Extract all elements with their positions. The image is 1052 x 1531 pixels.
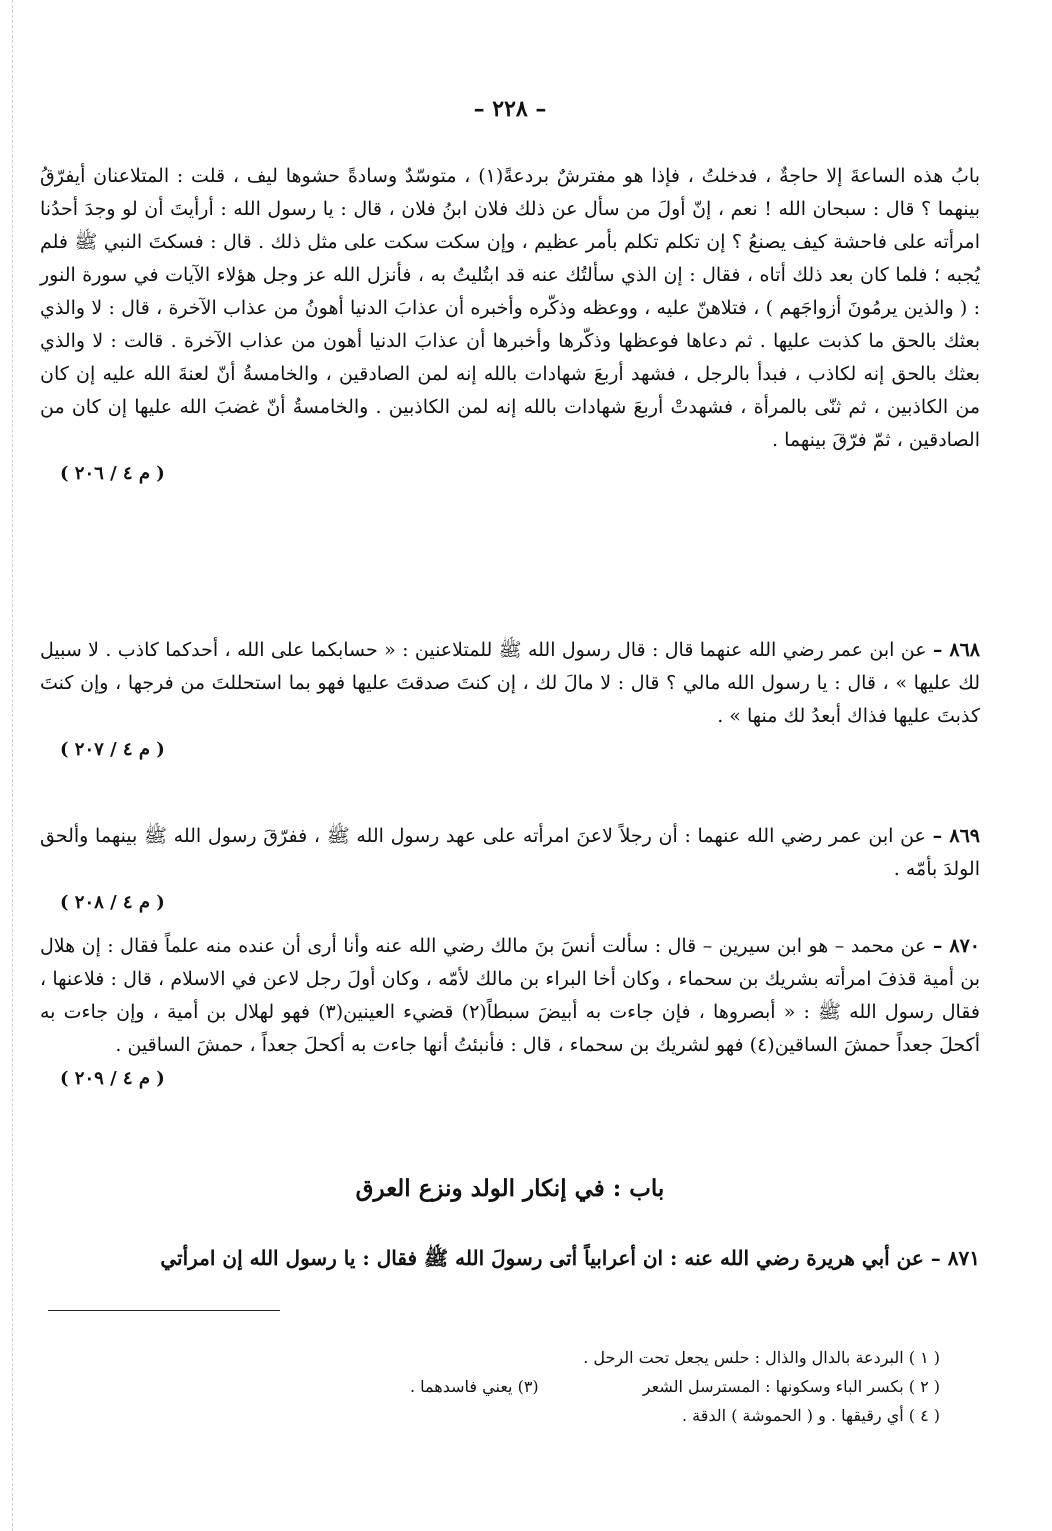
book-page [40,0,980,1531]
hadith-reference: ( م ٤ / ٢٠٦ ) [60,463,165,484]
hadith-text: عن ابن عمر رضي الله عنهما قال : قال رسول الله ﷺ للمتلاعنين : « حسابكما على الله ، أحدكما كاذب . لا سبيل لك عليها » ، قال : يا رسول الله مالي ؟ قال : لا مالَ لك ، إن كنتَ صدقتَ عليها فهو بما استحللتَ من فرجها ، وإن كنتَ كذبتَ عليها فذاك أبعدُ لك منها » . [40,639,980,727]
footnote-4: ( ٤ ) أي رقيقها . و ( الحموشة ) الدقة . [681,1406,940,1425]
hadith-text: عن أبي هريرة رضي الله عنه : ان أعرابياً أتى رسولَ الله ﷺ فقال : يا رسول الله إن امرأتي [160,1246,924,1270]
hadith-reference: ( م ٤ / ٢٠٩ ) [60,1068,165,1089]
hadith-text: بابُ هذه الساعةَ إلا حاجةٌ ، فدخلتُ ، فإذا هو مفترشٌ بردعةً(١) ، متوسّدٌ وسادةً حشوها ليف ، قلت : المتلاعنان أيفرّقُ بينهما ؟ قال : سبحان الله ! نعم ، إنّ أولَ من سأل عن ذلك فلان ابنُ فلان ، قال : يا رسول الله : أرأيتَ أن لو وجدَ أحدُنا امرأته على فاحشة كيف يصنعُ ؟ إن تكلم تكلم بأمر عظيم ، وإن سكت سكت على مثل ذلك . قال : فسكتَ النبي ﷺ فلم يُجبه ؛ فلما كان بعد ذلك أتاه ، فقال : إن الذي سألتُك عنه قد ابتُليتُ به ، فأنزل الله عز وجل هؤلاء الآيات في سورة النور : ( والذين يرمُونَ أزواجَهم ) ، فتلاهنّ عليه ، ووعظه وذكّره وأخبره أن عذابَ الدنيا أهونُ من عذاب الآخرة ، قال : لا والذي بعثك بالحق ما كذبت عليها . ثم دعاها فوعظها وذكّرها وأخبرها أن عذابَ الدنيا أهون من عذاب الآخرة . قالت : لا والذي بعثك بالحق إنه لكاذب ، فبدأ بالرجل ، فشهد أربعَ شهادات بالله إنه لمن الصادقين ، والخامسةُ أنّ لعنةَ الله عليه إن كان من الكاذبين ، ثم ثنّى بالمرأة ، فشهدتْ أربعَ شهادات بالله إنه لمن الكاذبين . والخامسةُ أنّ غضبَ الله عليها إن كان من الصادقين ، ثمّ فرّقَ بينهما . [40,165,980,451]
page-number: – ٢٢٨ – [473,96,547,122]
footnote-2: ( ٢ ) بكسر الباء وسكونها : المسترسل الشعر [642,1377,940,1396]
hadith-number: ٨٦٨ – [932,639,980,661]
footnote-2-row [80,1372,940,1401]
hadith-number: ٨٧١ – [930,1246,980,1270]
footnote-divider [48,1310,280,1311]
hadith-reference: ( م ٤ / ٢٠٨ ) [60,892,165,913]
chapter-title: باب : في إنكار الولد ونزع العرق [355,1175,665,1202]
hadith-number: ٨٧٠ – [932,935,980,957]
hadith-868 [40,634,980,766]
footnote-3: (٣) يعني فاسدهما . [410,1377,539,1396]
hadith-871 [40,1242,980,1275]
hadith-text: عن ابن عمر رضي الله عنهما : أن رجلاً لاعنَ امرأته على عهد رسول الله ﷺ ، ففرّقَ رسول الله ﷺ بينهما وألحق الولدَ بأمّه . [40,825,980,880]
page-margin-line [12,0,13,1531]
hadith-text: عن محمد – هو ابن سيرين – قال : سألت أنسَ بنَ مالك رضي الله عنه وأنا أرى أن عنده منه علماً فقال : إن هلال بن أمية قذفَ امرأته بشريك بن سحماء ، وكان أخا البراء بن مالك لأمّه ، وكان أولَ رجل لاعن في الاسلام ، قال : فلاعنها ، فقال رسول الله ﷺ : « أبصروها ، فإن جاءت به أبيضَ سبطاً(٢) قضيء العينين(٣) فهو لهلال بن أمية ، وإن جاءت به أكحلَ جعداً حمشَ الساقين(٤) فهو لشريك بن سحماء ، قال : فأنبئتُ أنها جاءت به أكحلَ جعداً ، حمشَ الساقين . [40,935,980,1056]
hadith-reference: ( م ٤ / ٢٠٧ ) [60,739,165,760]
footnotes [80,1343,940,1430]
hadith-870 [40,930,980,1095]
hadith-number: ٨٦٩ – [932,825,980,847]
hadith-867-continuation [40,160,980,490]
hadith-869 [40,820,980,919]
footnote-1: ( ١ ) البردعة بالدال والذال : حلس يجعل تحت الرحل . [583,1348,940,1367]
